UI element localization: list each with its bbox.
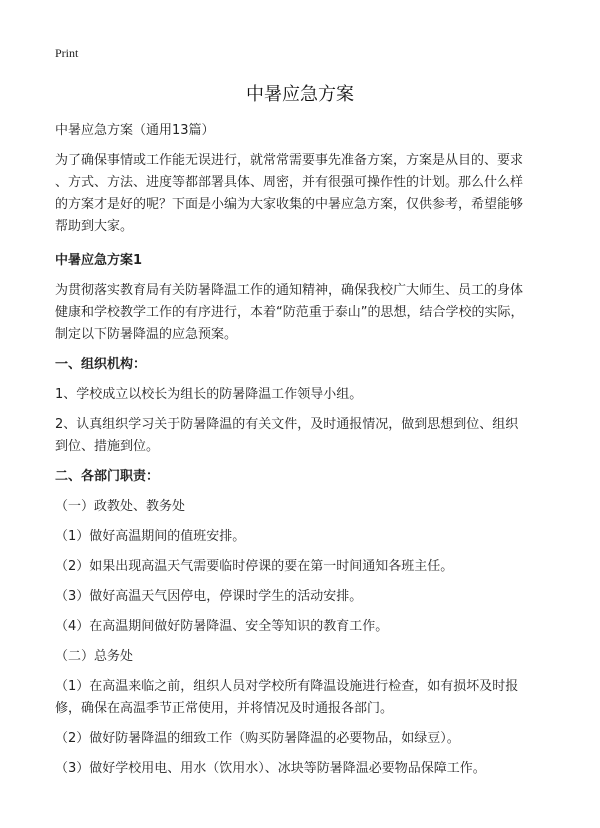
org-item: 1、学校成立以校长为组长的防暑降温工作领导小组。 (55, 387, 363, 402)
text-line: 2、认真组织学习关于防暑降温的有关文件，及时通报情况，做到思想到位、组织 (55, 417, 519, 432)
text-line: （1）在高温来临之前，组织人员对学校所有降温设施进行检查，如有损坏及时报 (55, 679, 519, 694)
text-line: 到位、措施到位。 (55, 439, 160, 454)
document-body (55, 120, 547, 780)
text-line: 健康和学校教学工作的有序进行，本着“防范重于泰山”的思想，结合学校的实际， (55, 305, 524, 320)
document-subtitle: 中暑应急方案（通用13篇） (55, 123, 215, 138)
text-line: 为了确保事情或工作能无误进行，就常常需要事先准备方案，方案是从目的、要求 (55, 153, 524, 168)
list-item (55, 676, 547, 720)
text-line: 帮助到大家。 (55, 219, 134, 234)
section-heading: 中暑应急方案1 (55, 253, 143, 268)
text-line: 、方式、方法、进度等都部署具体、周密，并有很强可操作性的计划。那么什么样 (55, 175, 524, 190)
section1-paragraph (55, 280, 547, 346)
list-item: （4）在高温期间做好防暑降温、安全等知识的教育工作。 (55, 619, 389, 634)
list-item: （2）如果出现高温天气需要临时停课的要在第一时间通知各班主任。 (55, 559, 454, 574)
text-line: 为贯彻落实教育局有关防暑降温工作的通知精神，确保我校广大师生、员工的身体 (55, 283, 524, 298)
org-item (55, 414, 547, 458)
text-line: 的方案才是好的呢？下面是小编为大家收集的中暑应急方案，仅供参考，希望能够 (55, 197, 524, 212)
duties-heading: 二、各部门职责： (55, 469, 160, 484)
org-heading: 一、组织机构： (55, 357, 147, 372)
list-item: （3）做好学校用电、用水（饮用水）、冰块等防暑降温必要物品保障工作。 (55, 761, 486, 776)
list-item: （1）做好高温期间的值班安排。 (55, 529, 246, 544)
document-title: 中暑应急方案 (246, 84, 354, 105)
intro-paragraph (55, 150, 547, 238)
text-line: 修，确保在高温季节正常使用，并将情况及时通报各部门。 (55, 701, 394, 716)
dept-heading: （一）政教处、教务处 (55, 499, 186, 514)
print-link[interactable]: Print (55, 46, 79, 60)
list-item: （3）做好高温天气因停电，停课时学生的活动安排。 (55, 589, 363, 604)
text-line: 制定以下防暑降温的应急预案。 (55, 327, 238, 342)
list-item: （2）做好防暑降温的细致工作（购买防暑降温的必要物品，如绿豆）。 (55, 731, 460, 746)
dept-heading: （二）总务处 (55, 649, 134, 664)
